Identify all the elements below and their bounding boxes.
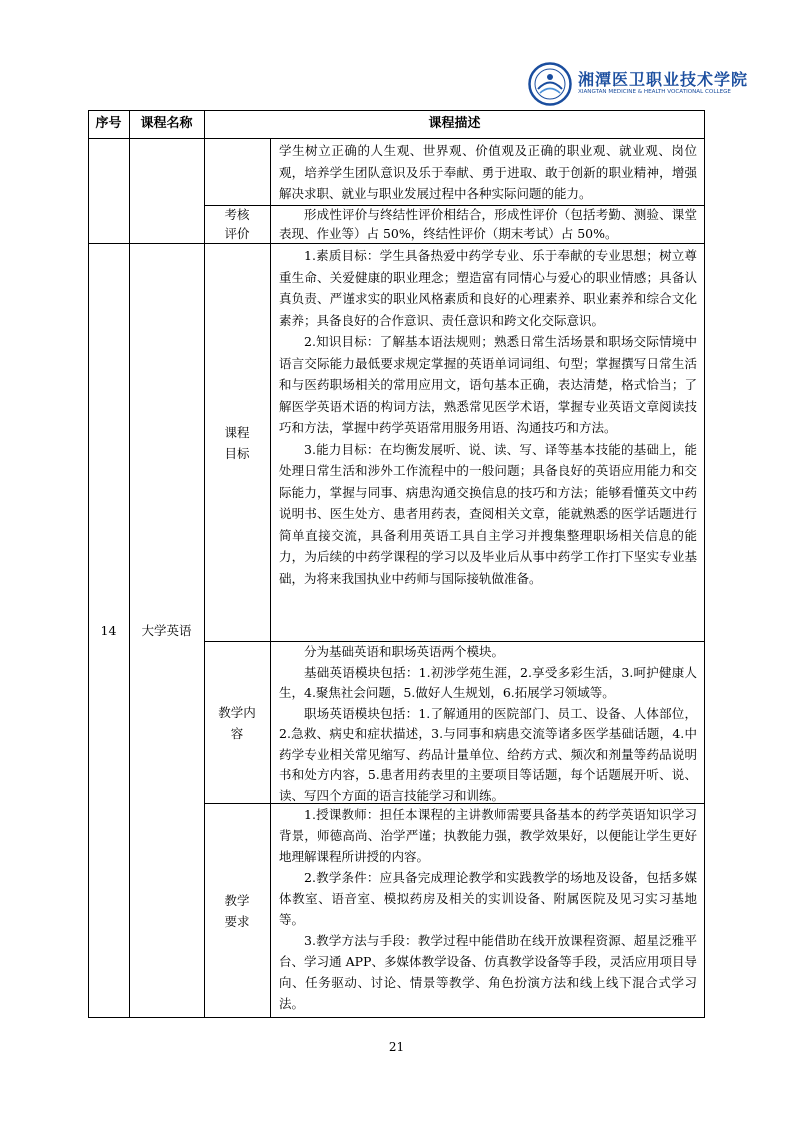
assessment-label <box>204 205 270 243</box>
content-workplace-module: 职场英语模块包括：1.了解通用的医院部门、员工、设备、人体部位，2.急救、病史和症状描述，3.与同事和病患交流等诸多医学基础话题，4.中药学专业相关常见缩写、药品计量单位、给药方式、频次和剂量等药品说明书和处方内容，5.患者用药表里的主要项目等话题，每个话题展开听、说、读、写四个方面的语言技能学习和训练。 <box>279 705 697 803</box>
section-label-objectives <box>204 244 270 642</box>
assessment-label-line-2: 评价 <box>224 226 250 241</box>
continued-description <box>271 140 705 206</box>
requirement-teacher: 1.授课教师：担任本课程的主讲教师需要具备基本的药学英语知识学习背景，师德高尚、治学严谨；执教能力强，教学效果好，以便能让学生更好地理解课程所讲授的内容。 <box>279 807 697 864</box>
assessment-label-line-1: 考核 <box>224 207 250 222</box>
section-body-content <box>271 642 705 804</box>
section-body-objectives <box>271 245 705 642</box>
course-table <box>88 110 705 1018</box>
objective-quality: 1.素质目标：学生具备热爱中药学专业、乐于奉献的专业思想；树立尊重生命、关爱健康的职业理念；塑造富有同情心与爱心的职业情感；具备认真负责、严谨求实的职业风格素质和良好的心理素养、职业素养和综合文化素养；具备良好的合作意识、责任意识和跨文化交际意识。 <box>279 248 697 328</box>
requirement-conditions: 2.教学条件：应具备完成理论教学和实践教学的场地及设备，包括多媒体教室、语音室、模拟药房及相关的实训设备、附属医院及见习实习基地等。 <box>279 870 697 927</box>
objective-knowledge: 2.知识目标：了解基本语法规则；熟悉日常生活场景和职场交际情境中语言交际能力最低要求规定掌握的英语单词词组、句型；掌握撰写日常生活和与医药职场相关的常用应用文，语句基本正确，表达清楚，格式恰当；了解医学英语术语的构词方法，熟悉常见医学术语，掌握专业英语文章阅读技巧和方法，掌握中药学英语常用服务用语、沟通技巧和方法。 <box>279 334 697 435</box>
content-basic-module: 基础英语模块包括：1.初涉学苑生涯，2.享受多彩生活，3.呵护健康人生，4.聚焦社会问题，5.做好人生规划，6.拓展学习领域等。 <box>279 664 697 700</box>
col-header-course-description: 课程描述 <box>428 116 481 132</box>
college-logo <box>528 62 749 106</box>
page-number: 21 <box>388 1040 405 1054</box>
objective-ability: 3.能力目标：在均衡发展听、说、读、写、译等基本技能的基础上，能处理日常生活和涉外工作流程中的一般问题；具备良好的英语应用能力和交际能力，掌握与同事、病患沟通交换信息的技巧和方法；能够看懂英文中药说明书、医生处方、患者用药表，查阅相关文章，能就熟悉的医学话题进行简单直接交流，具备利用英语工具自主学习并搜集整理职场相关信息的能力，为后续的中药学课程的学习以及毕业后从事中药学工作打下坚实专业基础，为将来我国执业中药师与国际接轨做准备。 <box>279 441 697 586</box>
section-label-requirements-line-2: 要求 <box>224 914 250 929</box>
continued-text: 学生树立正确的人生观、世界观、价值观及正确的职业观、就业观、岗位观，培养学生团队意识及乐于奉献、勇于进取、敢于创新的职业精神，增强解决求职、就业与职业发展过程中各种实际问题的能力。 <box>279 143 697 201</box>
section-label-requirements-line-1: 教学 <box>224 892 250 908</box>
logo-chinese-name: 湘潭医卫职业技术学院 <box>578 70 749 89</box>
section-body-requirements <box>271 804 705 1018</box>
logo-english-name: XIANGTAN MEDICINE & HEALTH VOCATIONAL COLLEGE <box>578 89 731 95</box>
section-label-objectives-line-2: 目标 <box>224 446 250 461</box>
col-header-number: 序号 <box>95 116 122 132</box>
course-number: 14 <box>100 623 117 639</box>
section-label-requirements <box>204 804 270 1018</box>
col-header-course-name: 课程名称 <box>140 116 193 132</box>
assessment-description <box>271 206 705 244</box>
requirement-methods: 3.教学方法与手段：教学过程中能借助在线开放课程资源、超星泛雅平台、学习通 APP、多媒体教学设备、仿真教学设备等手段，灵活应用项目导向、任务驱动、讨论、情景等教学、角色扮演方法和线上线下混合式学习法。 <box>279 933 697 1011</box>
section-label-objectives-line-1: 课程 <box>224 424 250 440</box>
section-label-content-line-1: 教学内 <box>218 704 256 720</box>
section-label-content <box>204 642 270 804</box>
section-label-content-line-2: 容 <box>230 726 244 741</box>
content-overview: 分为基础英语和职场英语两个模块。 <box>304 644 505 659</box>
college-emblem-icon <box>528 62 572 106</box>
assessment-text: 形成性评价与终结性评价相结合，形成性评价（包括考勤、测验、课堂表现、作业等）占 50%，终结性评价（期末考试）占 50%。 <box>279 207 697 241</box>
course-name: 大学英语 <box>141 623 192 639</box>
